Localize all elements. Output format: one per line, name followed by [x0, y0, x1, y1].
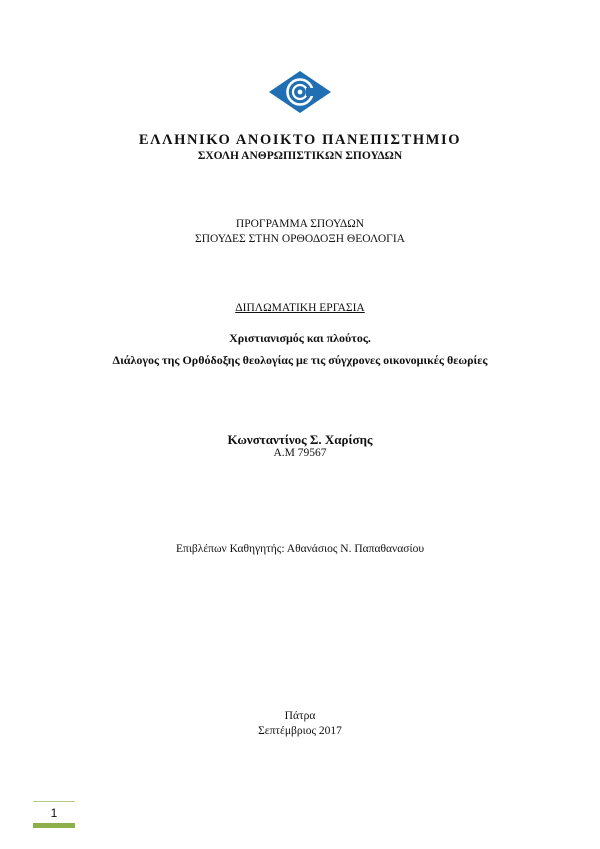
eap-logo-icon [268, 70, 332, 114]
student-id: Α.Μ 79567 [273, 447, 327, 459]
author-name: Κωνσταντίνος Σ. Χαρίσης [227, 432, 373, 447]
city: Πάτρα [284, 710, 316, 722]
thesis-type: ΔΙΠΛΩΜΑΤΙΚΗ ΕΡΓΑΣΙΑ [235, 302, 365, 314]
university-name: ΕΛΛΗΝΙΚΟ ΑΝΟΙΚΤΟ ΠΑΝΕΠΙΣΤΗΜΙΟ [138, 132, 462, 148]
page-number: 1 [50, 806, 58, 820]
supervisor: Επιβλέπων Καθηγητής: Αθανάσιος Ν. Παπαθανασίου [175, 543, 425, 555]
thesis-title: Χριστιανισμός και πλούτος. [229, 331, 371, 345]
page-number-divider [33, 801, 75, 802]
thesis-subtitle: Διάλογος της Ορθόδοξης θεολογίας με τις σύγχρονες οικονομικές θεωρίες [112, 353, 488, 367]
date: Σεπτέμβριος 2017 [258, 725, 342, 737]
page-number-accent-bar [33, 823, 75, 828]
program-name: ΣΠΟΥΔΕΣ ΣΤΗΝ ΟΡΘΟΔΟΞΗ ΘΕΟΛΟΓΙΑ [195, 233, 405, 245]
school-name: ΣΧΟΛΗ ΑΝΘΡΩΠΙΣΤΙΚΩΝ ΣΠΟΥΔΩΝ [197, 150, 403, 162]
university-logo [268, 70, 332, 114]
program-heading: ΠΡΟΓΡΑΜΜΑ ΣΠΟΥΔΩΝ [235, 218, 365, 230]
